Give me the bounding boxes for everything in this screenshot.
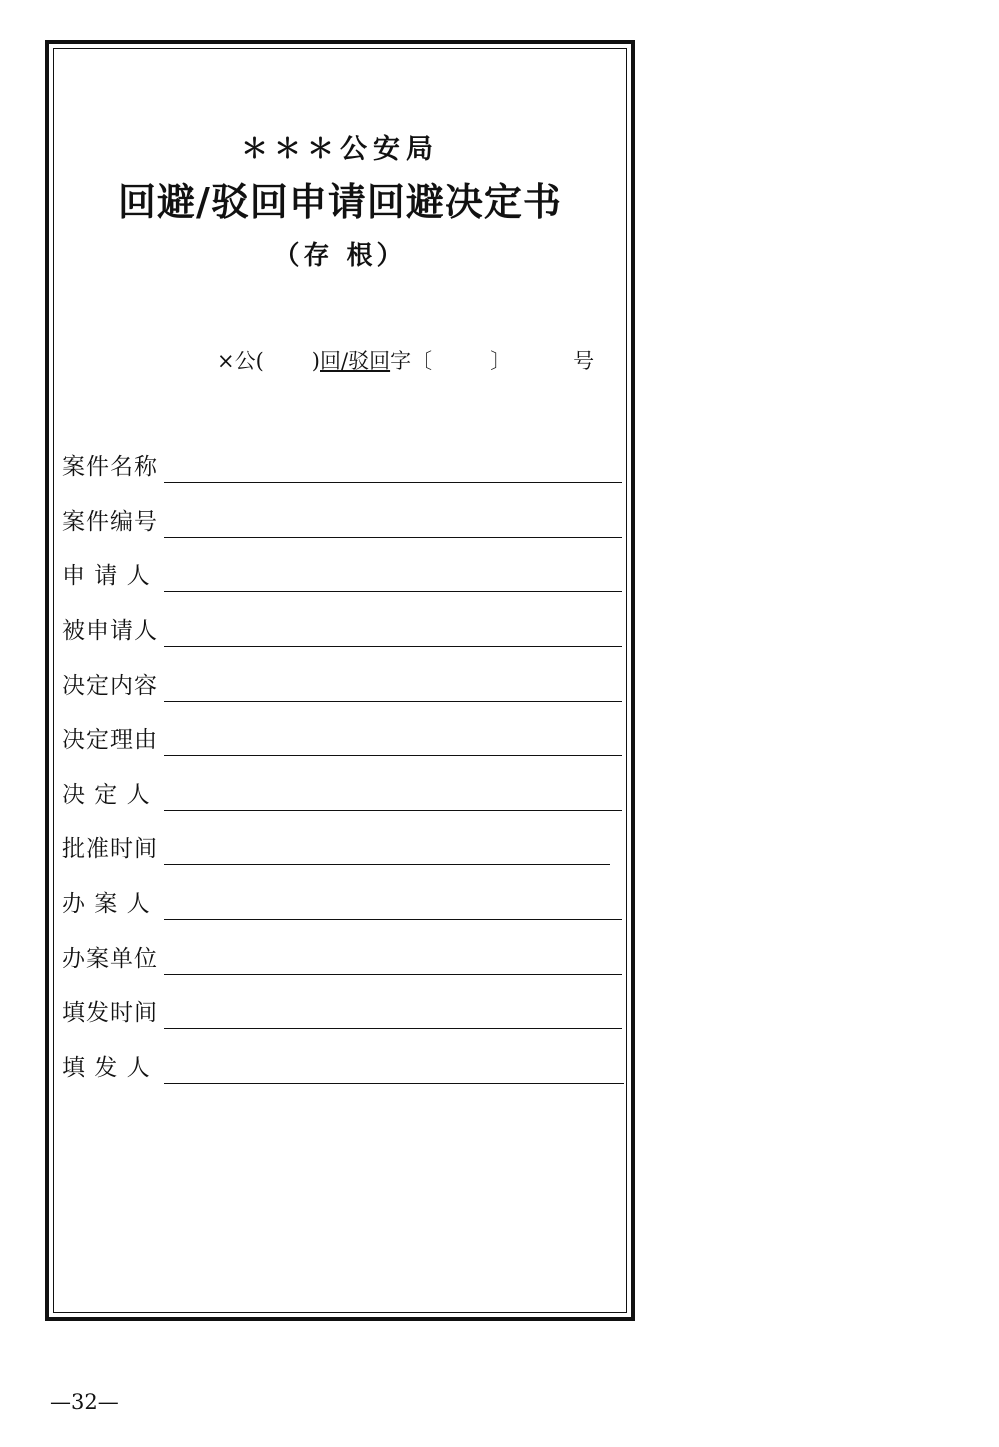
stub-label: （存 根） (273, 241, 407, 271)
docno-suffix: 号 (573, 349, 595, 373)
field-input-line[interactable] (164, 591, 622, 592)
field-case-handler (62, 884, 622, 920)
form-inner-border (53, 48, 627, 1313)
document-title: 回避/驳回申请回避决定书 (118, 179, 562, 224)
docno-type: 回/驳回 (320, 349, 391, 373)
field-applicant (62, 556, 622, 592)
field-label: 案件编号 (62, 509, 158, 535)
issuing-authority: ＊＊＊公安局 (241, 134, 439, 165)
field-input-line[interactable] (164, 1028, 622, 1029)
document-number-line (217, 345, 594, 375)
field-label: 办案单位 (62, 946, 158, 972)
field-input-line[interactable] (164, 755, 622, 756)
field-label: 填 发 人 (62, 1055, 151, 1081)
field-decision-content (62, 666, 622, 702)
field-label: 决定内容 (62, 673, 158, 699)
docno-middle: ) (311, 349, 320, 373)
field-input-line[interactable] (164, 646, 622, 647)
field-respondent (62, 611, 622, 647)
field-label: 办 案 人 (62, 891, 151, 917)
docno-prefix: ×公( (217, 349, 264, 373)
field-input-line[interactable] (164, 537, 622, 538)
field-input-line[interactable] (164, 974, 622, 975)
field-input-line[interactable] (164, 919, 622, 920)
field-label: 申 请 人 (62, 563, 151, 589)
field-input-line[interactable] (164, 701, 622, 702)
field-input-line[interactable] (164, 482, 622, 483)
page-number: —32— (50, 1390, 119, 1414)
field-decision-maker (62, 775, 622, 811)
docno-word: 字〔 (390, 349, 433, 373)
field-issuer (62, 1048, 624, 1084)
field-label: 批准时间 (62, 836, 158, 862)
field-decision-reason (62, 720, 622, 756)
field-approval-time (62, 829, 610, 865)
field-input-line[interactable] (164, 864, 610, 865)
field-label: 被申请人 (62, 618, 158, 644)
field-case-name (62, 447, 622, 483)
field-handling-unit (62, 939, 622, 975)
field-label: 决定理由 (62, 727, 158, 753)
field-label: 决 定 人 (62, 782, 151, 808)
field-label: 填发时间 (62, 1000, 158, 1026)
field-case-number (62, 502, 622, 538)
field-issue-time (62, 993, 622, 1029)
docno-close: 〕 (490, 349, 512, 373)
field-label: 案件名称 (62, 454, 158, 480)
form-border (45, 40, 635, 1321)
field-input-line[interactable] (164, 1083, 624, 1084)
field-input-line[interactable] (164, 810, 622, 811)
